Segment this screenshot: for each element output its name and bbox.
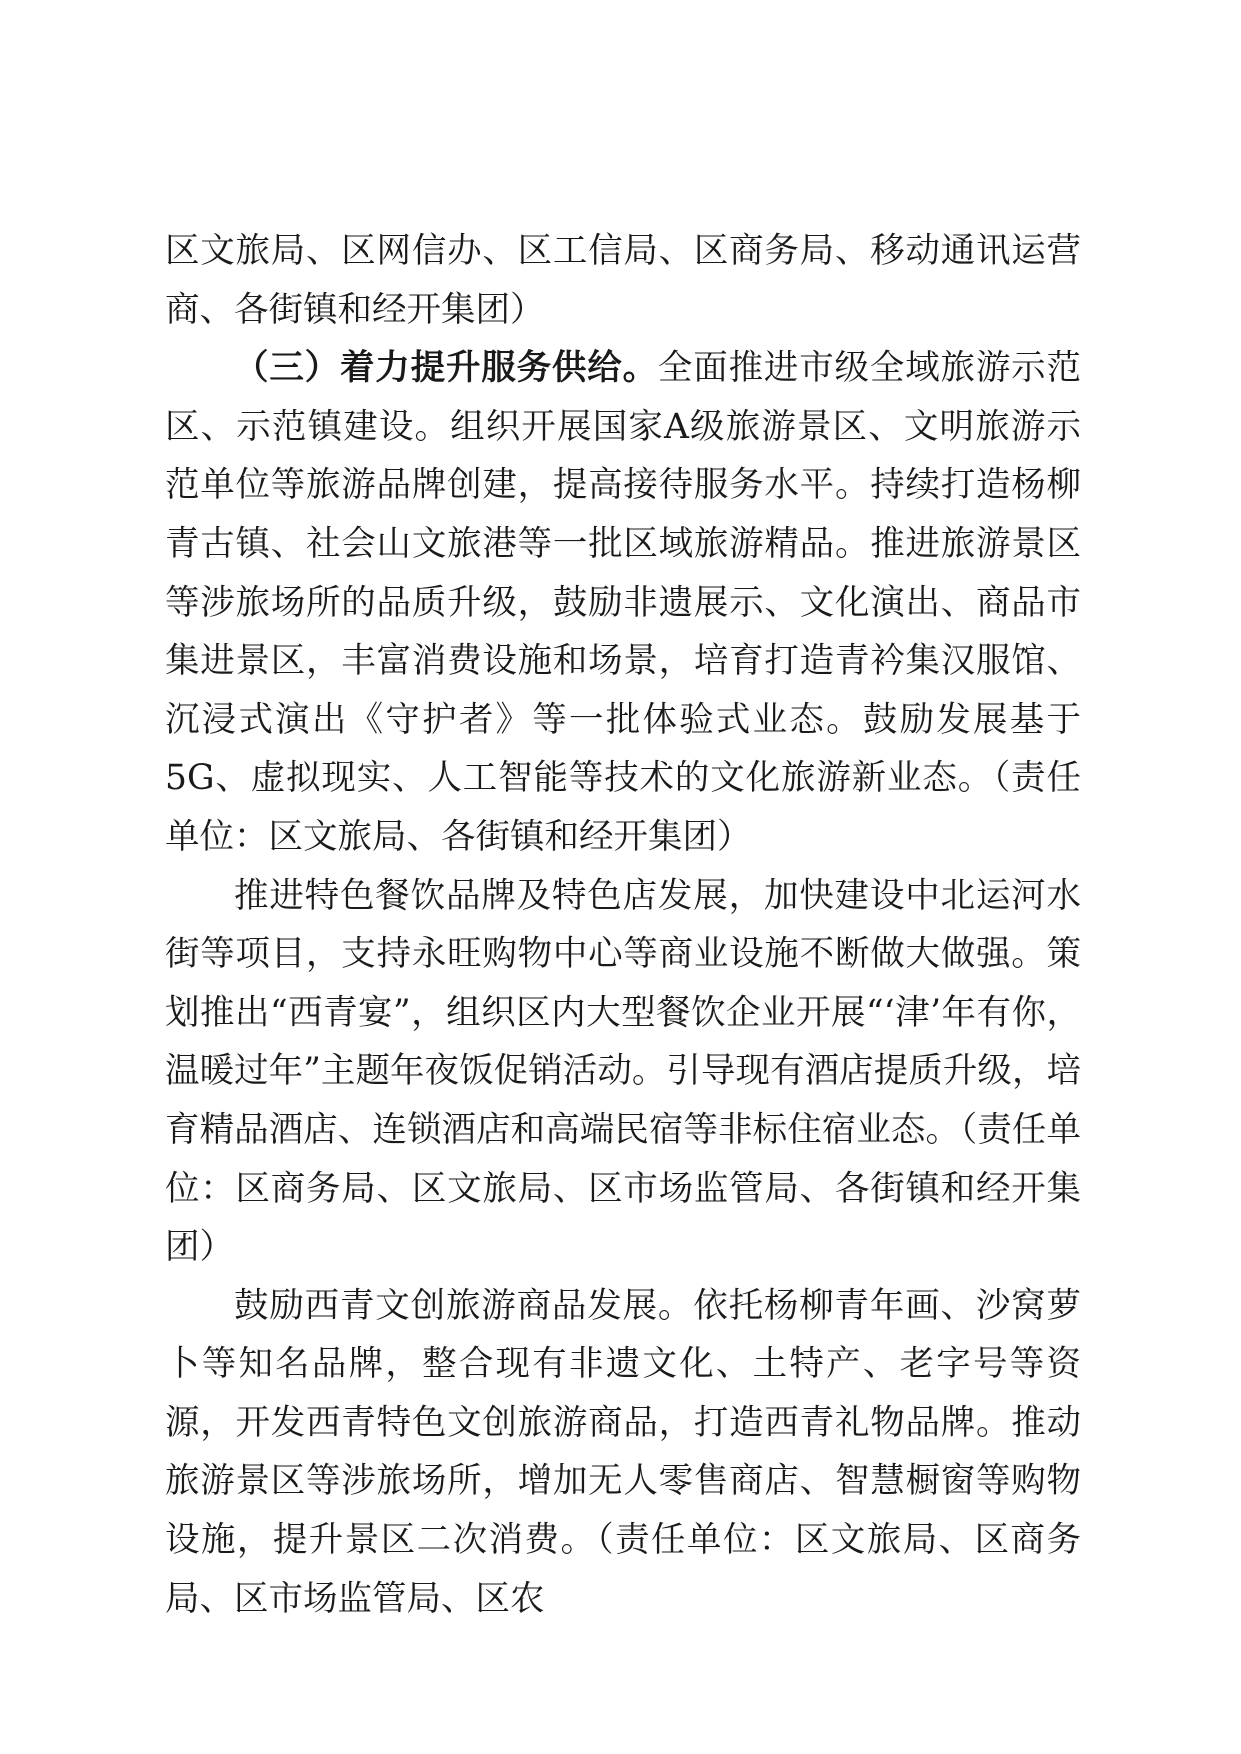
section-3-text: 全面推进市级全域旅游示范区、示范镇建设。组织开展国家A级旅游景区、文明旅游示范单位等旅游品牌创建，提高接待服务水平。持续打造杨柳青古镇、社会山文旅港等一批区域旅游精品。推进旅游景区等涉旅场所的品质升级，鼓励非遗展示、文化演出、商品市集进景区，丰富消费设施和场景，培育打造青衿集汉服馆、沉浸式演出《守护者》等一批体验式业态。鼓励发展基于5G、虚拟现实、人工智能等技术的文化旅游新业态。（责任单位：区文旅局、各街镇和经开集团）	[165, 348, 1082, 857]
section-heading: （三）着力提升服务供给。	[234, 348, 658, 389]
paragraph-catering: 推进特色餐饮品牌及特色店发展，加快建设中北运河水街等项目，支持永旺购物中心等商业设施不断做大做强。策划推出“西青宴”，组织区内大型餐饮企业开展“‘津’年有你，温暖过年”主题年夜饭促销活动。引导现有酒店提质升级，培育精品酒店、连锁酒店和高端民宿等非标住宿业态。（责任单位：区商务局、区文旅局、区市场监管局、各街镇和经开集团）	[165, 875, 1081, 1268]
paragraph-souvenirs: 鼓励西青文创旅游商品发展。依托杨柳青年画、沙窝萝卜等知名品牌，整合现有非遗文化、土特产、老字号等资源，开发西青特色文创旅游商品，打造西青礼物品牌。推动旅游景区等涉旅场所，增加无人零售商店、智慧橱窗等购物设施，提升景区二次消费。（责任单位：区文旅局、区商务局、区市场监管局、区农	[165, 1285, 1081, 1619]
paragraph-continuation: 区文旅局、区网信办、区工信局、区商务局、移动通讯运营商、各街镇和经开集团）	[165, 231, 1081, 330]
paragraph-section-3	[165, 339, 1081, 866]
document-body	[165, 222, 1081, 1628]
